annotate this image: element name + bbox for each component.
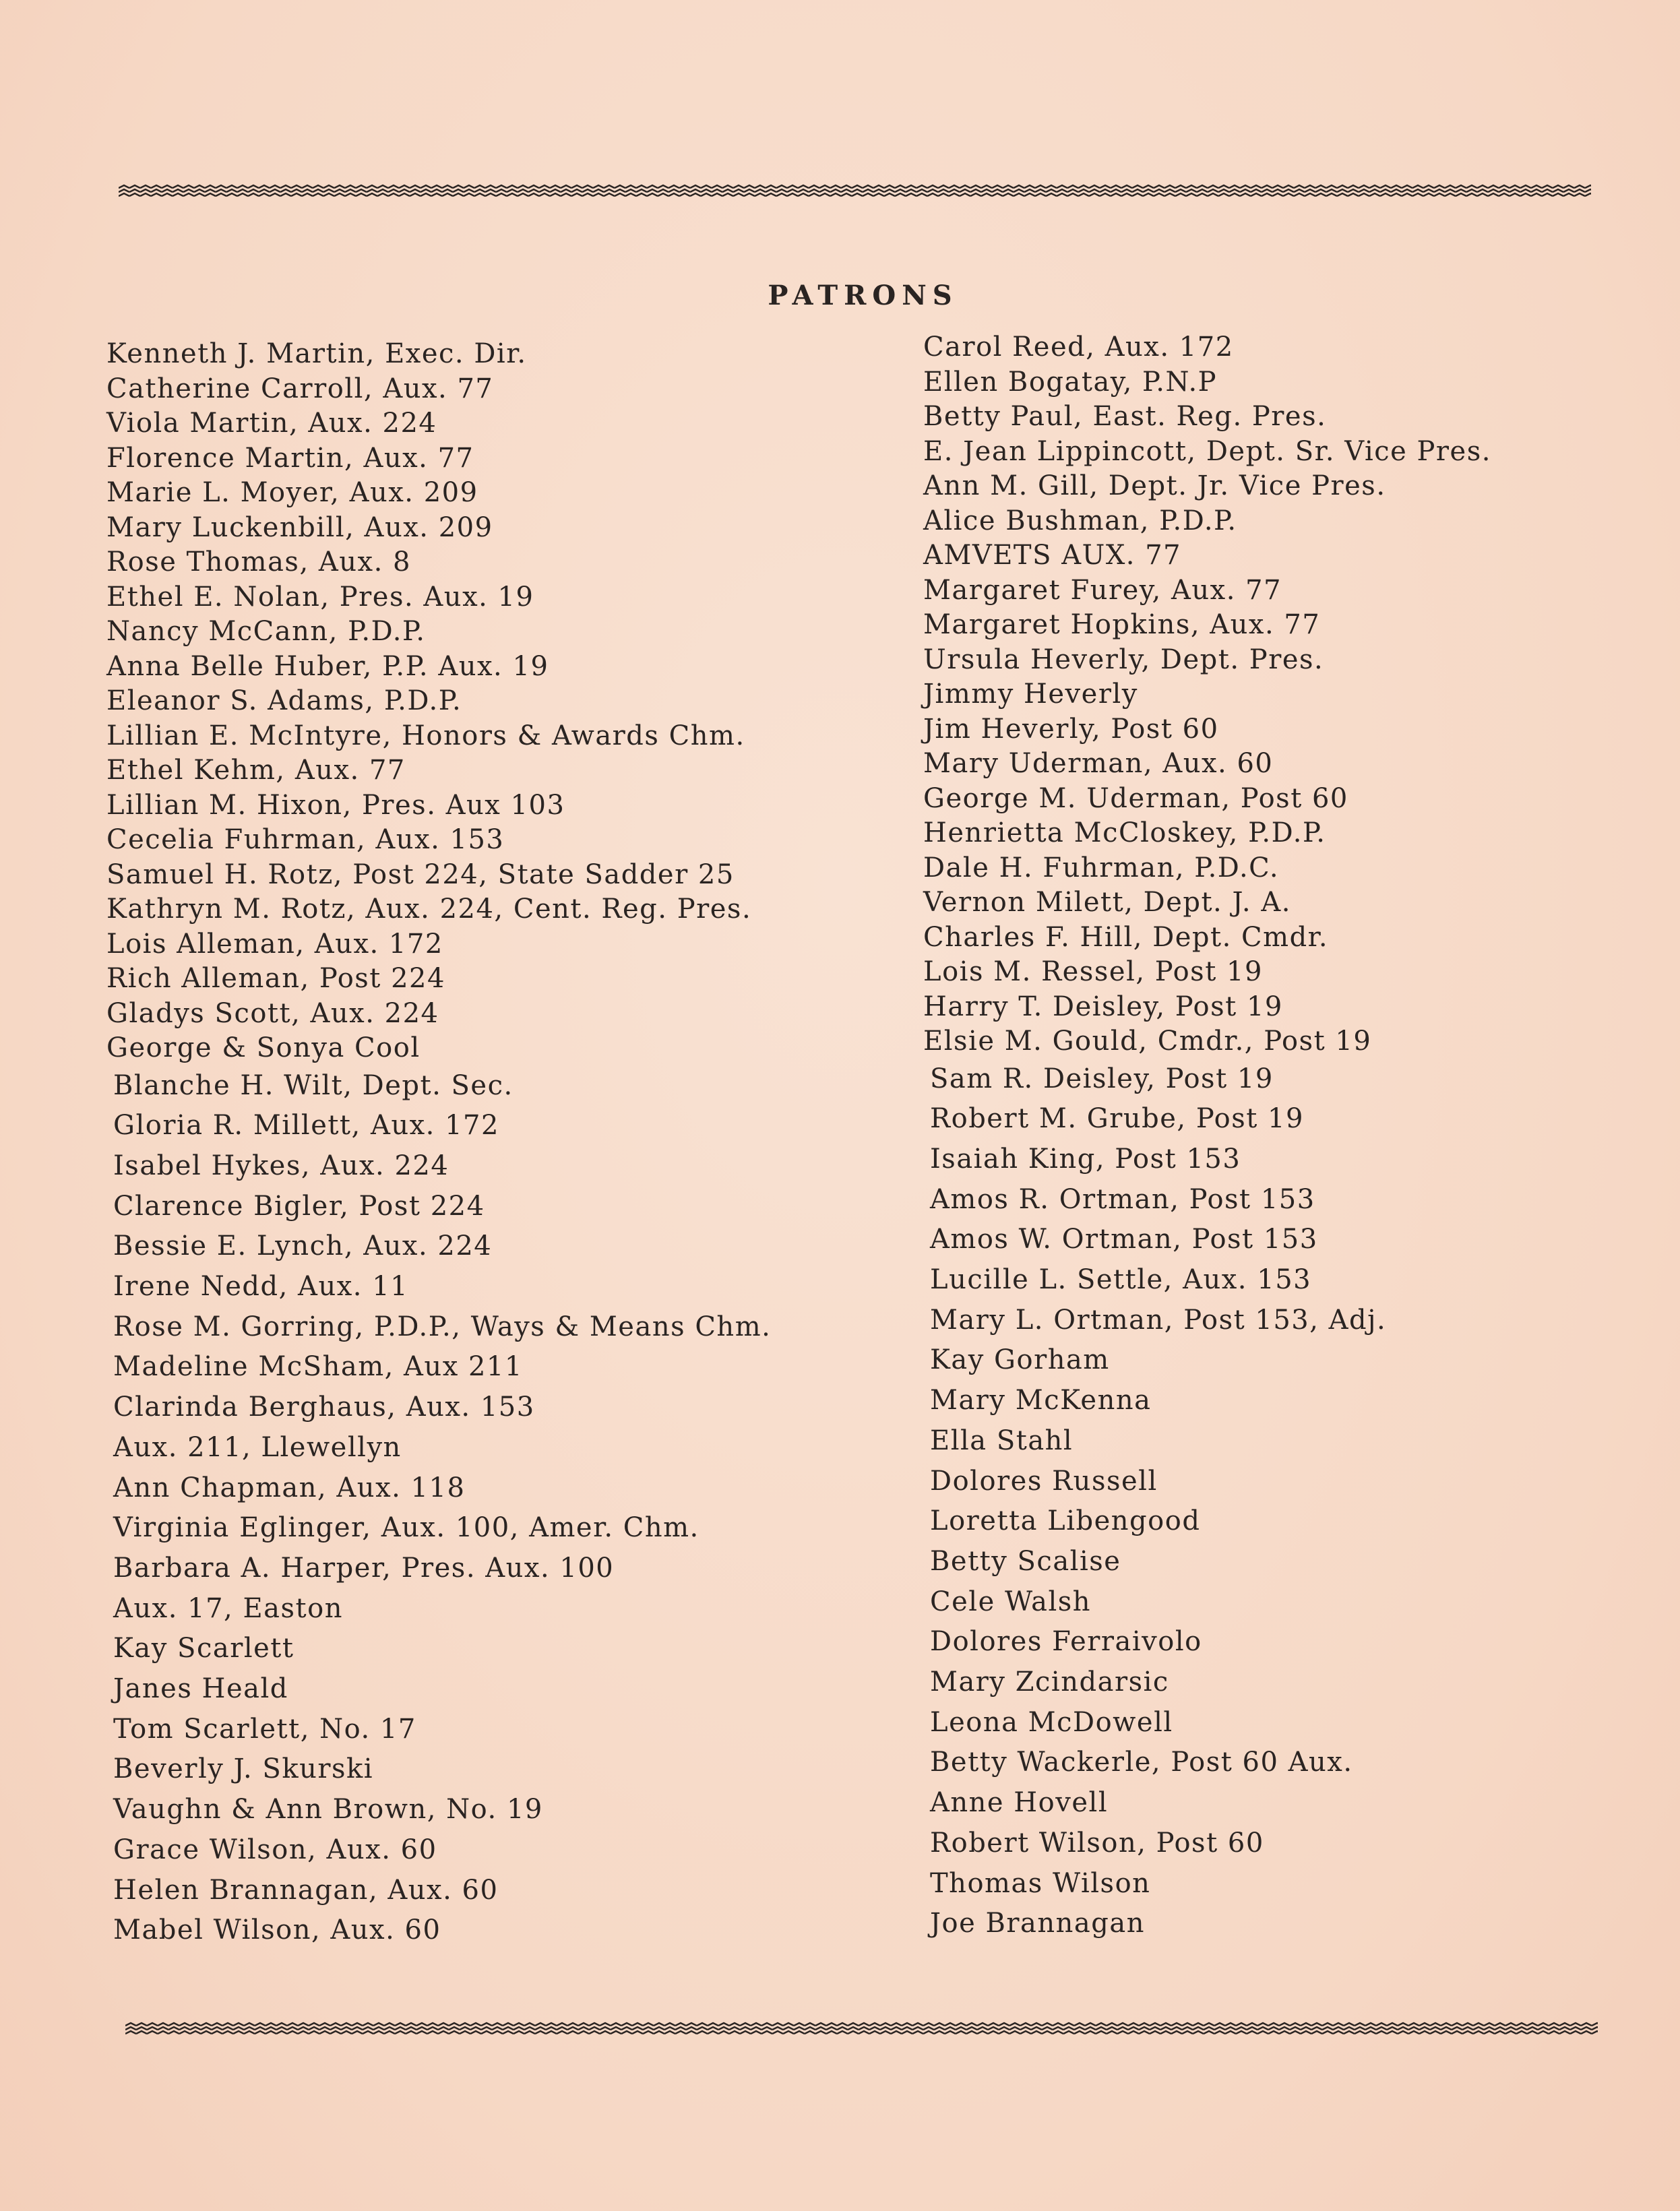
patron-entry: Florence Martin, Aux. 77: [106, 442, 474, 474]
patron-entry: Thomas Wilson: [930, 1867, 1151, 1899]
patron-entry: Margaret Hopkins, Aux. 77: [923, 609, 1321, 640]
patron-entry: Catherine Carroll, Aux. 77: [106, 373, 494, 404]
patron-entry: Samuel H. Rotz, Post 224, State Sadder 25: [106, 859, 735, 890]
patron-entry: Rose M. Gorring, P.D.P., Ways & Means Chm.: [113, 1311, 772, 1342]
patron-entry: Loretta Libengood: [930, 1505, 1201, 1537]
page-title: PATRONS: [768, 279, 958, 311]
patron-entry: Kenneth J. Martin, Exec. Dir.: [106, 338, 527, 369]
patron-entry: Cecelia Fuhrman, Aux. 153: [106, 824, 505, 855]
patron-entry: Virginia Eglinger, Aux. 100, Amer. Chm.: [113, 1512, 699, 1544]
patron-entry: Gladys Scott, Aux. 224: [106, 997, 439, 1029]
patron-entry: Bessie E. Lynch, Aux. 224: [113, 1231, 493, 1262]
patron-entry: Lucille L. Settle, Aux. 153: [930, 1264, 1312, 1296]
patron-entry: Alice Bushman, P.D.P.: [923, 505, 1237, 536]
patron-entry: Ella Stahl: [930, 1425, 1074, 1456]
patron-entry: Amos R. Ortman, Post 153: [930, 1183, 1315, 1215]
patron-entry: Charles F. Hill, Dept. Cmdr.: [923, 921, 1329, 953]
patron-entry: Ellen Bogatay, P.N.P: [923, 366, 1218, 398]
patron-entry: E. Jean Lippincott, Dept. Sr. Vice Pres.: [923, 435, 1491, 467]
patron-entry: Lois M. Ressel, Post 19: [923, 956, 1263, 987]
patron-entry: Anna Belle Huber, P.P. Aux. 19: [106, 650, 549, 682]
patron-entry: Anne Hovell: [930, 1787, 1109, 1819]
patron-entry: Harry T. Deisley, Post 19: [923, 991, 1283, 1022]
patron-entry: Jimmy Heverly: [923, 679, 1138, 710]
patron-entry: Mary Uderman, Aux. 60: [923, 748, 1274, 779]
patron-entry: Rich Alleman, Post 224: [106, 963, 445, 994]
bottom-decorative-border: [125, 2020, 1598, 2038]
patron-entry: George & Sonya Cool: [106, 1032, 421, 1063]
patron-entry: Clarinda Berghaus, Aux. 153: [113, 1392, 535, 1423]
patron-entry: Vernon Milett, Dept. J. A.: [923, 887, 1291, 918]
patrons-right-column: [923, 330, 1491, 1944]
patron-entry: Dolores Russell: [930, 1465, 1158, 1497]
patron-entry: Mabel Wilson, Aux. 60: [113, 1914, 441, 1946]
patron-entry: AMVETS AUX. 77: [923, 540, 1182, 571]
patron-entry: Mary L. Ortman, Post 153, Adj.: [930, 1304, 1387, 1336]
patron-entry: Ann M. Gill, Dept. Jr. Vice Pres.: [923, 470, 1386, 501]
patron-entry: Gloria R. Millett, Aux. 172: [113, 1110, 499, 1142]
patron-entry: Lois Alleman, Aux. 172: [106, 928, 443, 960]
patron-entry: Robert Wilson, Post 60: [930, 1827, 1264, 1859]
patron-entry: Lillian E. McIntyre, Honors & Awards Chm.: [106, 720, 745, 751]
patron-entry: Janes Heald: [113, 1673, 288, 1705]
patron-entry: Viola Martin, Aux. 224: [106, 408, 437, 439]
patron-entry: Joe Brannagan: [930, 1908, 1145, 1939]
patron-entry: Vaughn & Ann Brown, No. 19: [113, 1794, 543, 1826]
patron-entry: Mary Luckenbill, Aux. 209: [106, 511, 493, 543]
patron-entry: Mary McKenna: [930, 1385, 1152, 1416]
patron-entry: Eleanor S. Adams, P.D.P.: [106, 685, 462, 716]
patron-entry: Irene Nedd, Aux. 11: [113, 1271, 409, 1303]
patron-entry: Betty Paul, East. Reg. Pres.: [923, 401, 1327, 432]
patron-entry: Ethel E. Nolan, Pres. Aux. 19: [106, 581, 534, 613]
patron-entry: George M. Uderman, Post 60: [923, 782, 1348, 814]
patron-entry: Leona McDowell: [930, 1706, 1173, 1738]
patron-entry: Isaiah King, Post 153: [930, 1143, 1241, 1175]
patron-entry: Betty Wackerle, Post 60 Aux.: [930, 1747, 1353, 1778]
patron-entry: Mary Zcindarsic: [930, 1667, 1169, 1698]
patron-entry: Blanche H. Wilt, Dept. Sec.: [113, 1069, 514, 1101]
patron-entry: Tom Scarlett, No. 17: [113, 1713, 416, 1745]
patron-entry: Isabel Hykes, Aux. 224: [113, 1150, 449, 1181]
patron-entry: Helen Brannagan, Aux. 60: [113, 1874, 499, 1906]
patron-entry: Marie L. Moyer, Aux. 209: [106, 477, 478, 508]
patron-entry: Clarence Bigler, Post 224: [113, 1190, 485, 1222]
patron-entry: Betty Scalise: [930, 1545, 1121, 1577]
patron-entry: Kay Scarlett: [113, 1633, 294, 1664]
patron-entry: Cele Walsh: [930, 1586, 1092, 1617]
patrons-left-column: [106, 337, 771, 1951]
patron-entry: Aux. 17, Easton: [113, 1592, 343, 1624]
patron-entry: Rose Thomas, Aux. 8: [106, 547, 411, 578]
patron-entry: Sam R. Deisley, Post 19: [930, 1063, 1274, 1094]
patron-entry: Henrietta McCloskey, P.D.P.: [923, 817, 1326, 848]
patron-entry: Margaret Furey, Aux. 77: [923, 574, 1282, 606]
patron-entry: Elsie M. Gould, Cmdr., Post 19: [923, 1026, 1372, 1057]
patron-entry: Aux. 211, Llewellyn: [113, 1431, 402, 1463]
patron-entry: Ethel Kehm, Aux. 77: [106, 755, 406, 786]
patron-entry: Carol Reed, Aux. 172: [923, 332, 1234, 363]
patron-entry: Kay Gorham: [930, 1344, 1110, 1376]
patron-entry: Barbara A. Harper, Pres. Aux. 100: [113, 1552, 615, 1584]
patron-entry: Dale H. Fuhrman, P.D.C.: [923, 852, 1280, 883]
patron-entry: Grace Wilson, Aux. 60: [113, 1834, 437, 1865]
patron-entry: Beverly J. Skurski: [113, 1753, 374, 1785]
patron-entry: Robert M. Grube, Post 19: [930, 1103, 1304, 1135]
top-decorative-border: [119, 183, 1591, 200]
patron-entry: Amos W. Ortman, Post 153: [930, 1224, 1318, 1255]
patron-entry: Dolores Ferraivolo: [930, 1626, 1202, 1658]
patron-entry: Kathryn M. Rotz, Aux. 224, Cent. Reg. Pres.: [106, 894, 752, 925]
patron-entry: Nancy McCann, P.D.P.: [106, 616, 426, 647]
patron-entry: Jim Heverly, Post 60: [923, 713, 1219, 745]
patron-entry: Madeline McSham, Aux 211: [113, 1351, 523, 1383]
patron-entry: Lillian M. Hixon, Pres. Aux 103: [106, 789, 565, 821]
patron-entry: Ursula Heverly, Dept. Pres.: [923, 644, 1324, 675]
patron-entry: Ann Chapman, Aux. 118: [113, 1472, 466, 1503]
